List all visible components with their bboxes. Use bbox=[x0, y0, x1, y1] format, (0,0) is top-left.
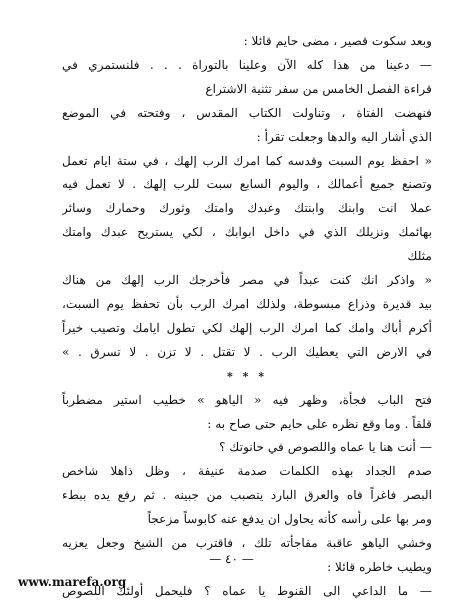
text-line: — دعينا من هذا كله الآن وعلينا بالتوراة . . . فلنستمري في bbox=[62, 57, 432, 72]
page-body bbox=[62, 30, 432, 604]
text-line: صدم الجداد بهذه الكلمات صدمة عنيفة ، وظل ذاهلا شاخص bbox=[62, 464, 432, 479]
text-line: قلقاً . وما وقع نظره على حايم حتى صاح به : bbox=[207, 416, 432, 431]
text-line: — أنت هنا يا عماه واللصوص في حانوتك ؟ bbox=[219, 440, 432, 455]
section-divider: * * * bbox=[227, 369, 267, 383]
text-line: فنهضت الفتاة ، وتناولت الكتاب المقدس ، وفتحته في الموضع bbox=[62, 105, 432, 120]
text-line: « احفظ يوم السبت وقدسه كما امرك الرب إلهك ، في ستة ايام تعمل bbox=[62, 153, 432, 168]
text-line: في الارض التي يعطيك الرب . لا تقتل . لا تزن . لا تسرق . » bbox=[62, 344, 432, 359]
text-line: ومر بها على رأسه كأنه يحاول ان يدفع عنه كابوساً مزعجاً bbox=[147, 512, 432, 527]
text-line: عملا انت وابنك وابنتك وعبدك وامتك وثورك وحمارك وسائر bbox=[62, 201, 432, 216]
text-line: أكرم أباك وامك كما امرك الرب إلهك لكي تطول ايامك وتصيب خيراً bbox=[62, 320, 432, 335]
text-line: قراءة الفصل الخامس من سفر تثنية الاشتراع bbox=[205, 81, 432, 96]
text-line: ويطيب خاطره قائلا : bbox=[327, 559, 432, 574]
page-number: — ٤٠ — bbox=[209, 552, 254, 566]
text-line: وبعد سكوت قصير ، مضى حايم قائلا : bbox=[243, 34, 432, 48]
text-line: البصر فاغراً فاه والعرق البارد يتصبب من جبينه . ثم رفع يده ببطء bbox=[62, 488, 432, 503]
text-line: — ما الداعي الى القنوط يا عماه ؟ فليحمل أولئك اللصوص bbox=[62, 583, 432, 598]
text-line: الذي أشار اليه والدها وجعلت تقرأ : bbox=[256, 129, 432, 144]
text-line: « واذكر انك كنت عبداً في مصر فأخرجك الرب إلهك من هناك bbox=[62, 273, 432, 288]
text-line: بهائمك ونزيلك الذي في داخل ابوابك ، لكي يستريح عبدك وامتك bbox=[62, 225, 432, 240]
text-line: وتصنع جميع أعمالك ، واليوم السابع سبت للرب إلهك . لا تعمل فيه bbox=[62, 177, 432, 192]
text-line: وخشي الياهو عاقبة مفاجأته تلك ، فاقترب من الشيخ وجعل يعزيه bbox=[62, 536, 432, 551]
text-line: بيد قديرة وذراع مبسوطة، ولذلك امرك الرب بأن تحفظ يوم السبت، bbox=[62, 296, 432, 311]
text-line: مثلك bbox=[407, 249, 432, 264]
footer-url[interactable]: www.marefa.org bbox=[18, 575, 127, 589]
text-line: فتح الباب فجأة، وظهر فيه « الياهو » خطيب استير مضطرباً bbox=[62, 392, 432, 407]
